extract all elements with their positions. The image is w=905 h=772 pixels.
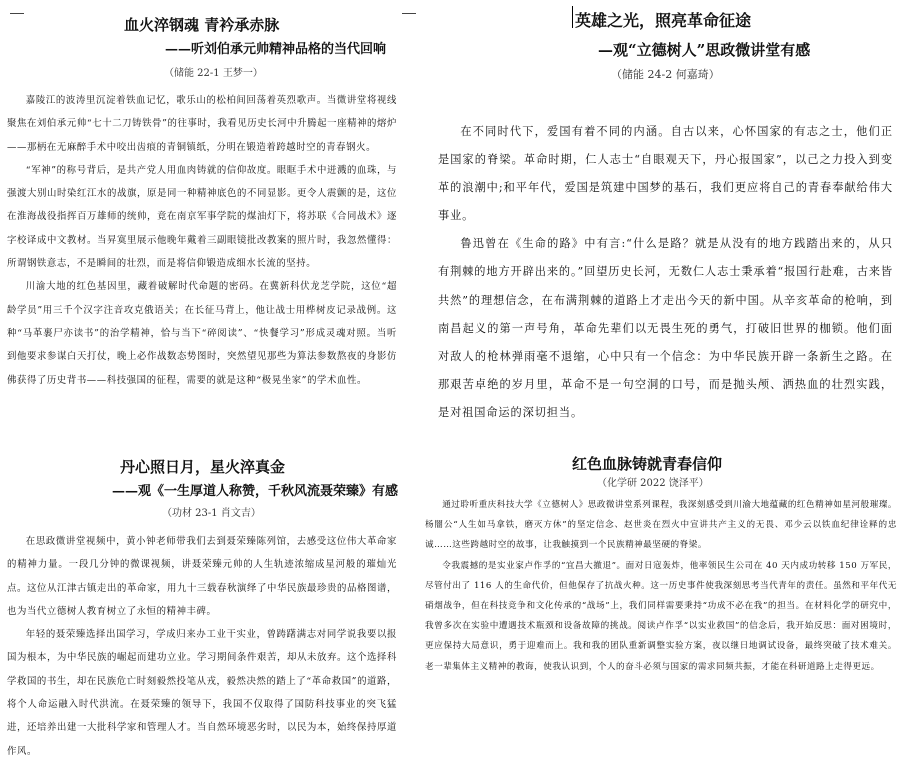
article-subtitle-heroes: —观“立德树人”思政微讲堂有感 [598, 41, 811, 59]
article-title-heroes: 英雄之光，照亮革命征途 [575, 11, 752, 30]
header-rule-left [10, 13, 24, 14]
article-title-red-bloodline: 红色血脉铸就青春信仰 [572, 455, 723, 473]
article-body-red-bloodline [425, 495, 897, 677]
article-subtitle-liu-bocheng: ——听刘伯承元帅精神品格的当代回响 [165, 42, 387, 57]
paragraph: 通过聆听重庆科技大学《立德树人》思政微讲堂系列课程，我深刻感受到川渝大地蕴藏的红色精神如星河般璀璨。杨闇公“人生如马拿铁，磨灭方休”的坚定信念、赵世炎在烈火中宣讲共产主义的无畏、邓少云以铁血纪律诠释的忠诚……这些跨越时空的故事，让我触摸到一个民族精神最坚硬的脊梁。 [425, 500, 897, 551]
article-body-liu-bocheng [7, 89, 397, 392]
paragraph: “军神”的称号背后，是共产党人用血肉铸就的信仰故度。眼眶手术中迸溅的血珠，与强渡大别山时染红江水的战旗，原是同一种精神底色的不同显影。更令人震颤的是，这位在淮海战役指挥百万雄师的统帅，竟在南京军事学院的煤油灯下，将苏联《合同战术》逐字校译成中文教材。当昇寞里展示他晚年戴着三副眼镜批改教案的照片时，我忽然懂得：所谓钢铁意志，不是瞬间的壮烈，而是将信仰锻造成细水长流的坚持。 [7, 164, 397, 270]
text-cursor [572, 6, 573, 28]
article-title-nie-rongzhen: 丹心照日月，星火淬真金 [120, 458, 286, 476]
article-body-nie-rongzhen [7, 530, 397, 763]
header-rule-mid [402, 13, 416, 14]
paragraph: 在不同时代下，爱国有着不同的内涵。自古以来，心怀国家的有志之士，他们正是国家的脊梁。革命时期，仁人志士“自眼观天下，丹心报国家”，以己之力投入到变革的浪潮中;和平年代，爱国是筑建中国梦的基石，我们更应将自己的青春奉献给伟大事业。 [438, 125, 893, 223]
article-author-rao-zeping: （化学研 2022 饶泽平） [597, 478, 709, 489]
paragraph: 川渝大地的红色基因里，藏着破解时代命题的密码。在冀新科伏龙芝学院，这位“超龄学员”用三千个汉字注音攻克俄语关；在长征马背上，他让战士用桦树皮记录战例。这种“马革裹尸亦读书”的治学精神，恰与当下“碎阅读”、“快餐学习”形成灵魂对照。当听到他要求参谋白天打仗，晚上必作战数态势图时，突然望见那些为算法参数熬夜的身影仿佛获得了历史背书——科技强国的征程，需要的就是这种“极晃坐家”的学术血性。 [7, 281, 397, 386]
paragraph: 鲁迅曾在《生命的路》中有言:“什么是路？就是从没有的地方践踏出来的，从只有荆棘的地方开辟出来的。”回望历史长河，无数仁人志士秉承着“报国行赴难，古来皆共然”的理想信念，在布满荆棘的道路上才走出今天的新中国。从辛亥革命的枪响，到南昌起义的第一声号角，革命先辈们以无畏生死的勇气，打破旧世界的枷锁。他们面对敌人的枪林弹雨毫不退缩，心中只有一个信念：为中华民族开辟一条新生之路。在那艰苦卓绝的岁月里，革命不是一句空洞的口号，而是抛头颅、洒热血的壮烈实践，是对祖国命运的深切担当。 [438, 237, 893, 419]
paragraph: 嘉陵江的波涛里沉淀着铁血记忆，歌乐山的松柏间回荡着英烈歌声。当微讲堂将视线聚焦在刘伯承元帅“七十二刀铸铁骨”的往事时，我看见历史长河中升腾起一座精神的熔炉——那柄在无麻醉手术中咬出齿痕的青铜镇纸，分明在锻造着跨越时空的青春钢火。 [7, 95, 397, 153]
paragraph: 在思政微讲堂视频中，黄小钟老师带我们去到聂荣臻陈列馆，去感受这位伟大革命家的精神力量。一段几分钟的微课视频，讲聂荣臻元帅的人生轨迹浓缩成星河般的璀灿光点。这位从江津古镇走出的革命家，用九十三载春秋演绎了中华民族最珍贵的品格图谱，也为当代立德树人教育树立了永恒的精神丰碑。 [7, 536, 397, 617]
article-title-liu-bocheng: 血火淬钢魂 青衿承赤脉 [124, 16, 280, 34]
article-author-he-jiaqi: （储能 24-2 何嘉琦） [611, 68, 720, 81]
article-body-heroes [438, 118, 893, 427]
paragraph: 年轻的聂荣臻选择出国学习，学成归来办工业干实业，曾踌躇满志对同学说我要以报国为根本，为中华民族的崛起而建功立业。学习期间条件艰苦，却从未放弃。这个选择科学救国的书生，却在民族危亡时刻毅然投笔从戎，毅然决然的踏上了“革命救国”的道路，将个人命运融入时代洪流。在聂荣臻的领导下，我国不仅取得了国防科技事业的突飞猛进，还培养出建一大批科学家和管理人才。当自然环境恶劣时，以民为本，始终保持厚道作风。 [7, 629, 397, 757]
article-author-wang-mengyi: （储能 22-1 王梦一） [164, 68, 263, 79]
article-author-xiao-wenji: （功材 23-1 肖文吉） [162, 508, 261, 519]
article-subtitle-nie-rongzhen: ——观《一生厚道人称赞，千秋风流聂荣臻》有感 [112, 484, 399, 499]
paragraph: 令我震撼的是实业家卢作孚的“宜昌大撤退”。面对日寇轰炸，他率领民生公司在 40 天内成功转移 150 万军民，尽管付出了 116 人的生命代价，但他保存了抗战火种。这一历史事件使我深刻思考当代青年的责任。虽然和平年代无硝烟战争，但在科技竞争和文化传承的“战场”上，我们同样需要秉持“功成不必在我”的担当。在材料化学的研究中，我曾多次在实验中遭遇技术瓶颈和设备故障的挑战。阅读卢作孚“以实业救国”的信念后，我开始反思：面对困境时，更应保持大局意识，勇于迎难而上。我和我的团队重新调整实验方案，夜以继日地调试设备，最终突破了技术难关。老一辈集体主义精神的教诲，使我认识到，个人的奋斗必须与国家的需求同频共振，才能在科研道路上走得更远。 [425, 560, 897, 672]
